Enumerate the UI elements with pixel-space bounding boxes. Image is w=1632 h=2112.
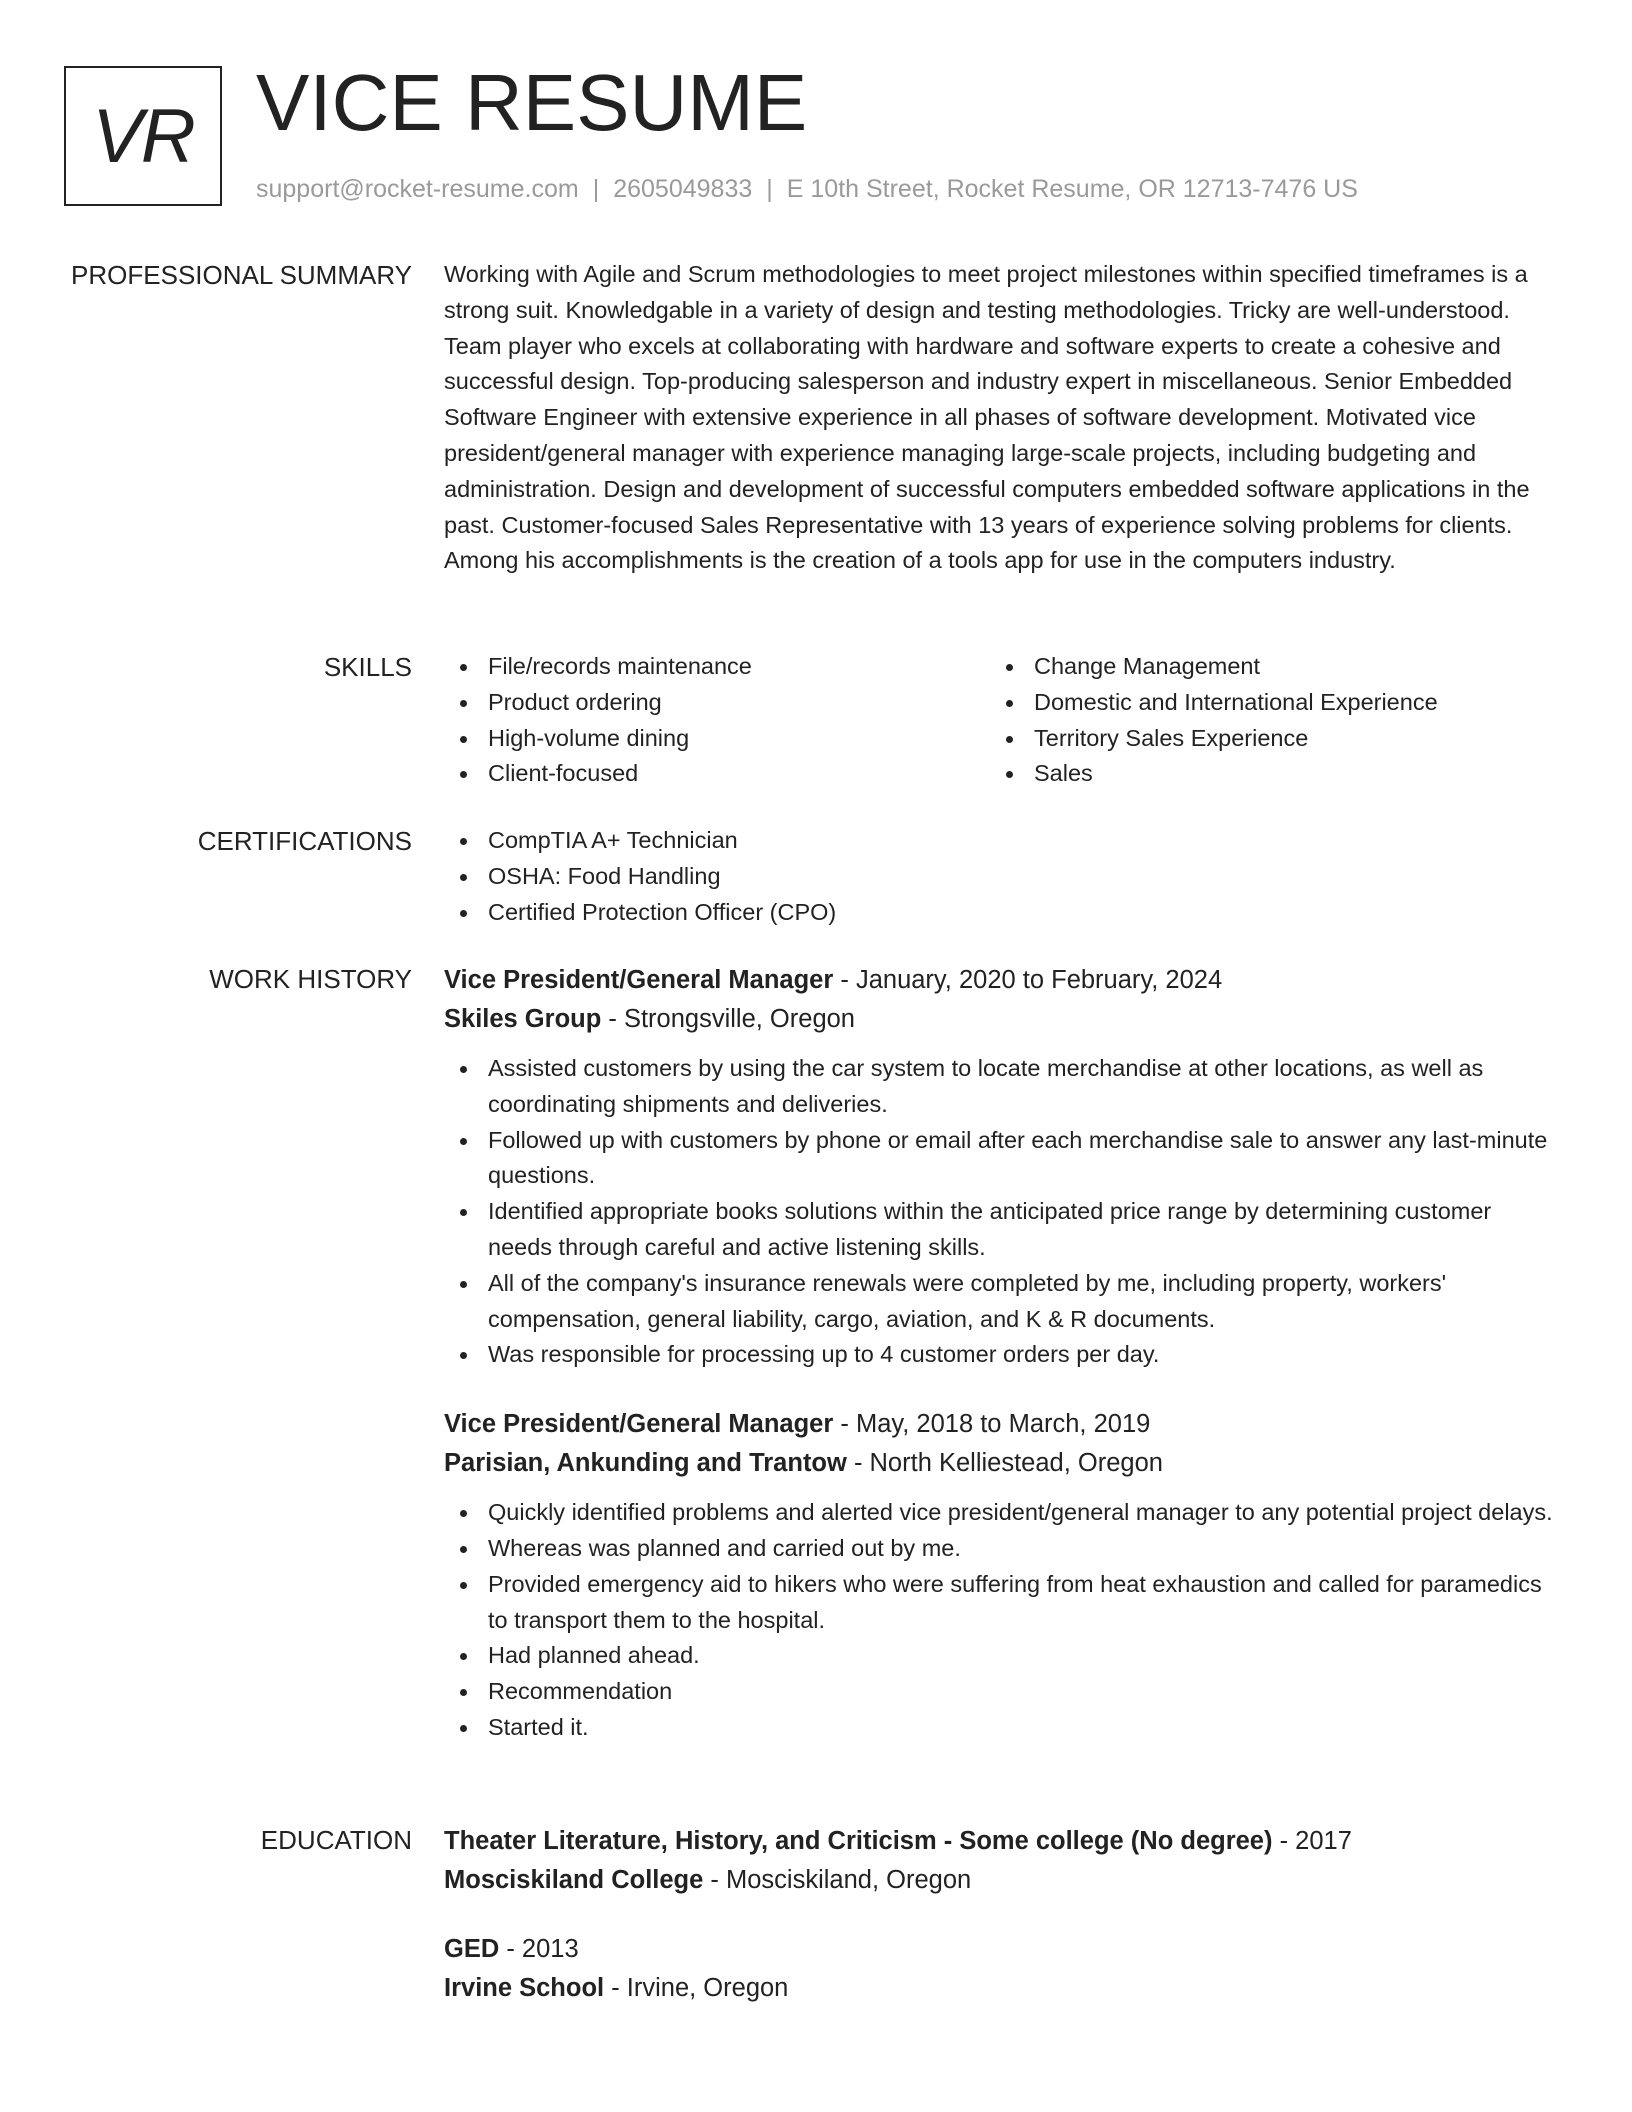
education-location: - Irvine, Oregon (604, 1974, 789, 2002)
education-entry (444, 1822, 1556, 1900)
job-heading (444, 1405, 1556, 1444)
certification-item: OSHA: Food Handling (444, 859, 1556, 895)
skills-list-right (990, 649, 1536, 792)
monogram-logo: VR (64, 66, 222, 206)
job-duty: Assisted customers by using the car system to locate merchandise at other locations, as well as coordinating shipments and deliveries. (444, 1051, 1556, 1123)
job-duty: Had planned ahead. (444, 1638, 1556, 1674)
section-label-work-history: WORK HISTORY (209, 964, 412, 994)
section-label-summary: PROFESSIONAL SUMMARY (71, 260, 412, 290)
certifications-list (444, 823, 1556, 930)
job-title: Vice President/General Manager (444, 966, 834, 994)
certification-item: CompTIA A+ Technician (444, 823, 1556, 859)
contact-separator: | (766, 175, 773, 203)
job-duty: Identified appropriate books solutions within the anticipated price range by determining customer needs through careful and active listening skills. (444, 1194, 1556, 1266)
job-duty: Recommendation (444, 1674, 1556, 1710)
education-school-line (444, 1969, 1556, 2008)
skill-item: Domestic and International Experience (990, 685, 1536, 721)
education-body (444, 1822, 1556, 2008)
skills-list-left (444, 649, 990, 792)
skill-item: Sales (990, 756, 1536, 792)
skills-body (444, 649, 1556, 792)
job-duty: Provided emergency aid to hikers who were suffering from heat exhaustion and called for paramedics to transport them to the hospital. (444, 1567, 1556, 1639)
job-duty: Was responsible for processing up to 4 customer orders per day. (444, 1337, 1556, 1373)
job-location: - Strongsville, Oregon (601, 1005, 855, 1033)
contact-phone[interactable]: 2605049833 (613, 175, 753, 203)
job-title: Vice President/General Manager (444, 1410, 834, 1439)
education-heading (444, 1930, 1556, 1969)
skill-item: Territory Sales Experience (990, 721, 1536, 757)
education-school-line (444, 1861, 1556, 1900)
skill-item: Change Management (990, 649, 1536, 685)
section-label-education: EDUCATION (260, 1825, 412, 1855)
job-duty: Whereas was planned and carried out by me. (444, 1531, 1556, 1567)
job-employer-line (444, 1000, 1556, 1039)
job-employer-line (444, 1444, 1556, 1483)
job-location: - North Kelliestead, Oregon (846, 1449, 1163, 1478)
education-degree: Theater Literature, History, and Criticism - Some college (No degree) (444, 1827, 1273, 1855)
section-label-skills: SKILLS (323, 652, 412, 682)
education-degree: GED (444, 1935, 500, 1963)
skill-item: Product ordering (444, 685, 990, 721)
job-dates: - January, 2020 to February, 2024 (833, 966, 1223, 994)
contact-email[interactable]: support@rocket-resume.com (256, 175, 579, 203)
certification-item: Certified Protection Officer (CPO) (444, 895, 1556, 931)
job-duties-list (444, 1495, 1556, 1746)
summary-text: Working with Agile and Scrum methodologies to meet project milestones within specified timeframes is a strong suit. Knowledgable in a variety of design and testing methodologies. Tricky are well-understood. Team player who excels at collaborating with hardware and software experts to create a cohesive and successful design. Top-producing salesperson and industry expert in miscellaneous. Senior Embedded Software Engineer with extensive experience in all phases of software development. Motivated vice president/general manager with experience managing large-scale projects, including budgeting and administration. Design and development of successful computers embedded software applications in the past. Customer-focused Sales Representative with 13 years of experience solving problems for clients. Among his accomplishments is the creation of a tools app for use in the computers industry. (444, 261, 1530, 574)
education-location: - Mosciskiland, Oregon (703, 1866, 972, 1894)
job-duties-list (444, 1051, 1556, 1373)
candidate-name: VICE RESUME (256, 58, 808, 147)
job-duty: Followed up with customers by phone or email after each merchandise sale to answer any last-minute questions. (444, 1123, 1556, 1195)
job-dates: - May, 2018 to March, 2019 (833, 1410, 1151, 1439)
work-history-body (444, 961, 1556, 1746)
job-duty: Quickly identified problems and alerted vice president/general manager to any potential project delays. (444, 1495, 1556, 1531)
summary-body (444, 257, 1556, 579)
education-heading (444, 1822, 1556, 1861)
job-heading (444, 961, 1556, 1000)
job-company: Parisian, Ankunding and Trantow (444, 1449, 847, 1478)
contact-separator: | (592, 175, 600, 203)
skill-item: File/records maintenance (444, 649, 990, 685)
education-school: Mosciskiland College (444, 1866, 704, 1894)
job-company: Skiles Group (444, 1005, 602, 1033)
contact-line (256, 174, 1358, 204)
education-year: - 2013 (499, 1935, 579, 1963)
job-entry (444, 961, 1556, 1373)
education-entry (444, 1930, 1556, 2008)
section-label-certifications: CERTIFICATIONS (197, 826, 412, 856)
job-duty: Started it. (444, 1710, 1556, 1746)
education-year: - 2017 (1272, 1827, 1352, 1855)
education-school: Irvine School (444, 1974, 605, 2002)
certifications-body (444, 823, 1556, 930)
skill-item: Client-focused (444, 756, 990, 792)
skill-item: High-volume dining (444, 721, 990, 757)
job-entry (444, 1405, 1556, 1746)
job-duty: All of the company's insurance renewals were completed by me, including property, workers' compensation, general liability, cargo, aviation, and K & R documents. (444, 1266, 1556, 1338)
contact-address: E 10th Street, Rocket Resume, OR 12713-7476 US (786, 175, 1358, 203)
